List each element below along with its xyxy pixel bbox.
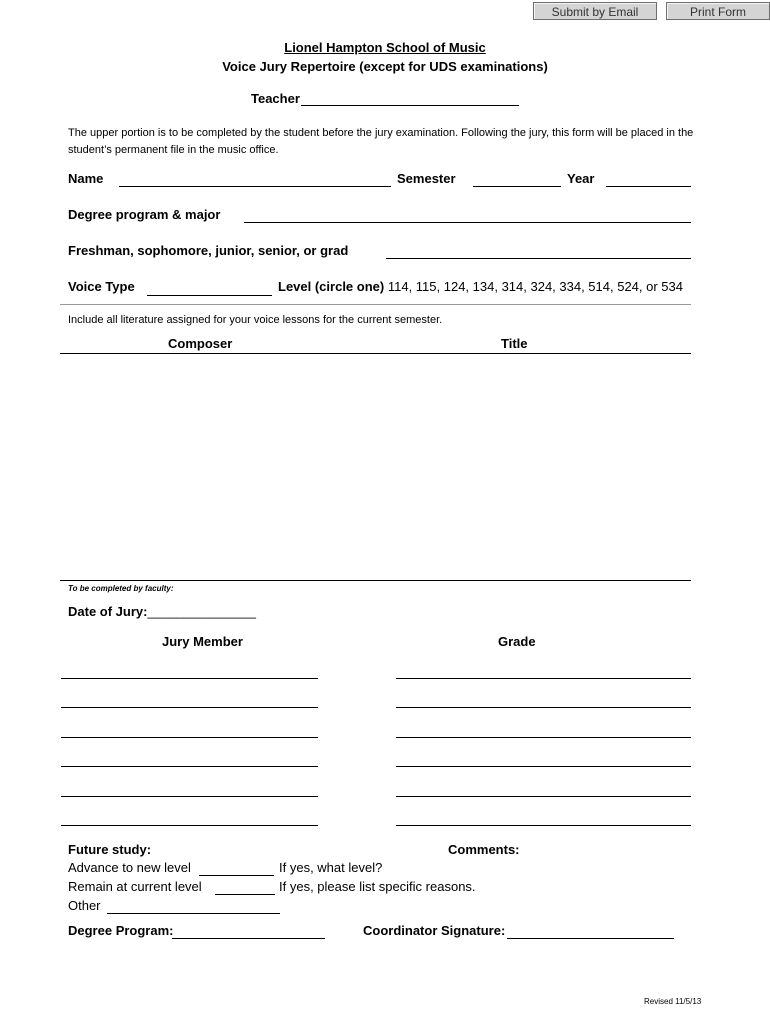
form-title: Voice Jury Repertoire (except for UDS examinations)	[222, 59, 548, 74]
grade-line[interactable]	[396, 737, 691, 738]
level-group	[278, 279, 683, 294]
grade-line[interactable]	[396, 678, 691, 679]
remain-question: If yes, please list specific reasons.	[279, 879, 476, 894]
coordinator-signature-label: Coordinator Signature:	[363, 923, 506, 938]
title-header: Title	[501, 336, 528, 351]
advance-question: If yes, what level?	[279, 860, 383, 875]
date-of-jury-field[interactable]: _______________	[147, 604, 256, 619]
coordinator-signature-field[interactable]	[507, 938, 674, 939]
level-label: Level (circle one)	[278, 279, 385, 294]
voice-type-label: Voice Type	[68, 279, 135, 294]
class-standing-field[interactable]	[386, 258, 691, 259]
name-field[interactable]	[119, 186, 391, 187]
teacher-label: Teacher	[251, 91, 300, 106]
degree-major-label: Degree program & major	[68, 207, 221, 222]
remain-field[interactable]	[215, 894, 275, 895]
grade-header: Grade	[498, 634, 536, 649]
other-field[interactable]	[107, 913, 280, 914]
jury-member-line[interactable]	[61, 825, 318, 826]
grade-line[interactable]	[396, 707, 691, 708]
advance-label: Advance to new level	[68, 860, 191, 875]
voice-type-field[interactable]	[147, 295, 272, 296]
literature-header-rule	[60, 353, 691, 354]
composer-header: Composer	[168, 336, 233, 351]
jury-member-line[interactable]	[61, 796, 318, 797]
grade-line[interactable]	[396, 766, 691, 767]
semester-label: Semester	[397, 171, 456, 186]
advance-field[interactable]	[199, 875, 274, 876]
teacher-field[interactable]	[301, 105, 519, 106]
faculty-note: To be completed by faculty:	[68, 584, 174, 593]
intro-text: The upper portion is to be completed by the student before the jury examination. Following the jury, this form will be placed in the student’s permanent file in the music office.	[68, 127, 694, 156]
school-name: Lionel Hampton School of Music	[284, 40, 486, 55]
comments-heading: Comments:	[448, 842, 520, 857]
jury-member-line[interactable]	[61, 707, 318, 708]
submit-by-email-button[interactable]: Submit by Email	[533, 2, 657, 20]
class-standing-label: Freshman, sophomore, junior, senior, or grad	[68, 243, 349, 258]
degree-program-label: Degree Program:	[68, 923, 174, 938]
remain-label: Remain at current level	[68, 879, 202, 894]
year-label: Year	[567, 171, 595, 186]
jury-member-line[interactable]	[61, 737, 318, 738]
grade-line[interactable]	[396, 796, 691, 797]
jury-member-header: Jury Member	[162, 634, 243, 649]
literature-instruction: Include all literature assigned for your voice lessons for the current semester.	[68, 314, 443, 326]
print-form-button[interactable]: Print Form	[666, 2, 770, 20]
year-field[interactable]	[606, 186, 691, 187]
literature-bottom-rule	[60, 580, 691, 581]
grade-line[interactable]	[396, 825, 691, 826]
jury-member-line[interactable]	[61, 678, 318, 679]
section-divider	[60, 304, 691, 305]
future-study-heading: Future study:	[68, 842, 152, 857]
name-label: Name	[68, 171, 104, 186]
jury-member-line[interactable]	[61, 766, 318, 767]
revised-date: Revised 11/5/13	[644, 997, 702, 1006]
degree-major-field[interactable]	[244, 222, 691, 223]
other-label: Other	[68, 898, 101, 913]
degree-program-field[interactable]	[172, 938, 325, 939]
semester-field[interactable]	[473, 186, 561, 187]
date-of-jury-label: Date of Jury:	[68, 604, 148, 619]
level-options[interactable]: 114, 115, 124, 134, 314, 324, 334, 514, 524, or 534	[387, 279, 683, 294]
literature-entry-area[interactable]	[60, 355, 691, 579]
